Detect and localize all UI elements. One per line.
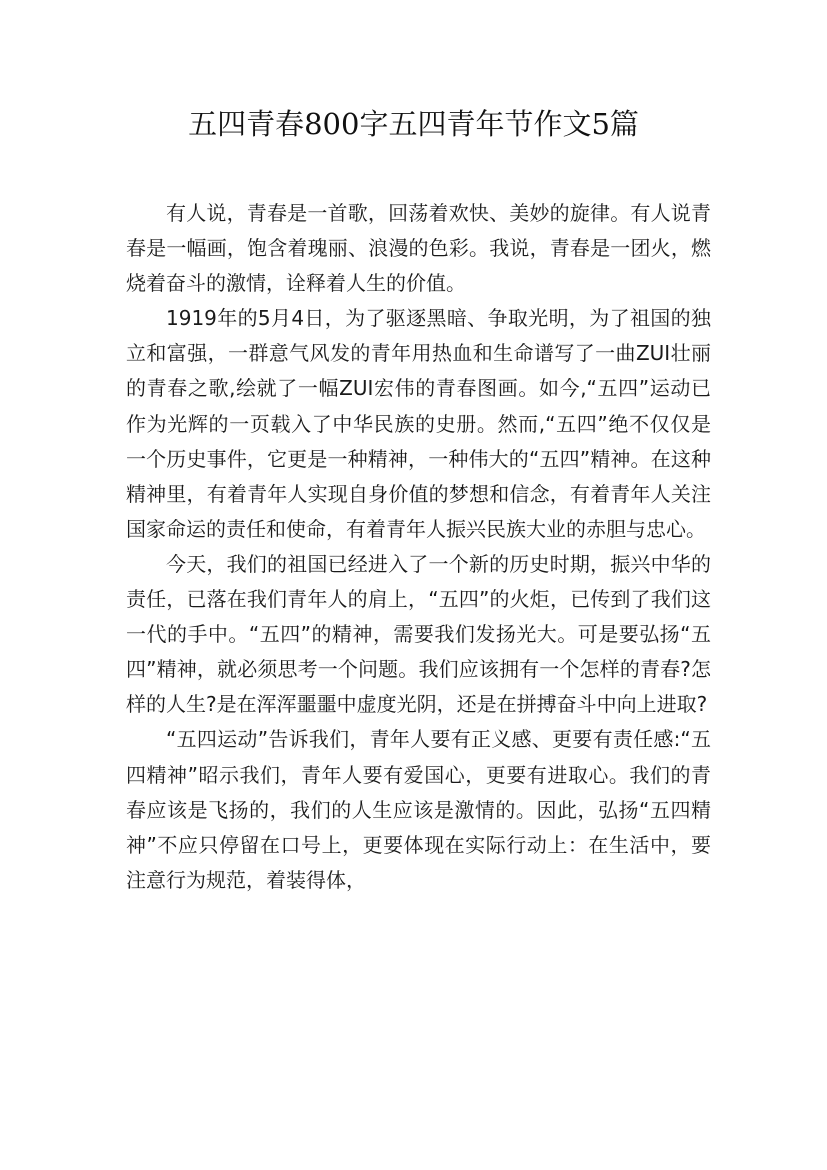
paragraph-1: 有人说，青春是一首歌，回荡着欢快、美妙的旋律。有人说青春是一幅画，饱含着瑰丽、浪漫的色彩。我说，青春是一团火，燃烧着奋斗的激情，诠释着人生的价值。: [126, 201, 711, 296]
document-title: 五四青春800字五四青年节作文5篇: [188, 107, 639, 141]
paragraph-2: 1919年的5月4日，为了驱逐黑暗、争取光明，为了祖国的独立和富强，一群意气风发的青年用热血和生命谱写了一曲ZUI壮丽的青春之歌,绘就了一幅ZUI宏伟的青春图画。如今,“五四”运动已作为光辉的一页载入了中华民族的史册。然而,“五四”绝不仅仅是一个历史事件，它更是一种精神，一种伟大的“五四”精神。在这种精神里，有着青年人实现自身价值的梦想和信念，有着青年人关注国家命运的责任和使命，有着青年人振兴民族大业的赤胆与忠心。: [126, 306, 711, 541]
document-body: [126, 196, 711, 898]
paragraph-4: “五四运动”告诉我们，青年人要有正义感、更要有责任感:“五四精神”昭示我们，青年人要有爱国心，更要有进取心。我们的青春应该是飞扬的，我们的人生应该是激情的。因此，弘扬“五四精神”不应只停留在口号上，更要体现在实际行动上：在生活中，要注意行为规范，着装得体，: [126, 727, 711, 892]
paragraph-3: 今天，我们的祖国已经进入了一个新的历史时期，振兴中华的责任，已落在我们青年人的肩上，“五四”的火炬，已传到了我们这一代的手中。“五四”的精神，需要我们发扬光大。可是要弘扬“五四”精神，就必须思考一个问题。我们应该拥有一个怎样的青春?怎样的人生?是在浑浑噩噩中虚度光阴，还是在拼搏奋斗中向上进取?: [126, 551, 711, 717]
